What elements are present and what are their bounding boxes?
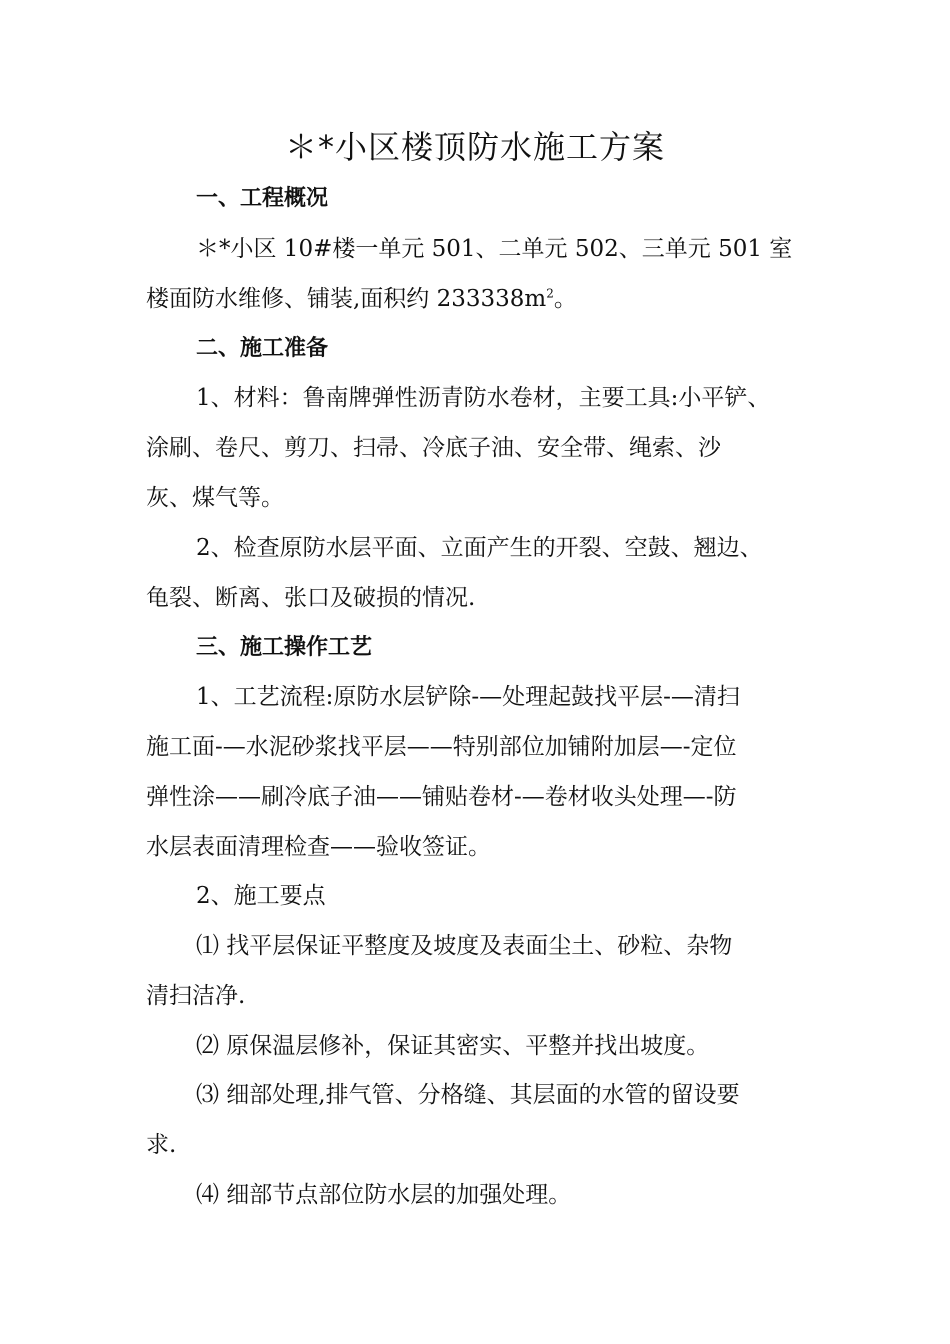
section-heading-preparation: 二、施工准备	[196, 336, 329, 361]
point-2-line-1: ⑵ 原保温层修补，保证其密实、平整并找出坡度。	[196, 1033, 710, 1059]
prep-item-2-line-2: 龟裂、断离、张口及破损的情况.	[146, 585, 476, 611]
point-3-line-2: 求.	[146, 1132, 177, 1158]
prep-item-2-line-1: 2、检查原防水层平面、立面产生的开裂、空鼓、翘边、	[196, 535, 763, 561]
superscript-2: 2	[546, 286, 554, 301]
point-3-line-1: ⑶ 细部处理,排气管、分格缝、其层面的水管的留设要	[196, 1082, 740, 1108]
point-4-line-1: ⑷ 细部节点部位防水层的加强处理。	[196, 1182, 572, 1208]
section-heading-process: 三、施工操作工艺	[196, 635, 373, 660]
point-1-line-1: ⑴ 找平层保证平整度及坡度及表面尘土、砂粒、杂物	[196, 933, 733, 959]
prep-item-1-line-3: 灰、煤气等。	[146, 485, 284, 511]
flow-line-3: 弹性涂——刷冷底子油——铺贴卷材-—卷材收头处理—-防	[146, 784, 737, 810]
flow-line-2: 施工面-—水泥砂浆找平层——特别部位加铺附加层—-定位	[146, 734, 737, 760]
overview-text: 楼面防水维修、铺装,面积约 233338m	[146, 286, 547, 312]
prep-item-1-line-2: 涂刷、卷尺、剪刀、扫帚、冷底子油、安全带、绳索、沙	[146, 435, 721, 461]
prep-item-1-line-1: 1、材料：鲁南牌弹性沥青防水卷材，主要工具:小平铲、	[196, 385, 771, 411]
flow-line-1: 1、工艺流程:原防水层铲除-—处理起鼓找平层-—清扫	[196, 684, 740, 710]
overview-text-line-1: ＊*小区 10#楼一单元 501、二单元 502、三单元 501 室	[196, 236, 793, 262]
document-title: ＊*小区楼顶防水施工方案	[284, 128, 665, 166]
flow-line-4: 水层表面清理检查——验收签证。	[146, 834, 491, 860]
section-heading-overview: 一、工程概况	[196, 186, 329, 211]
overview-text-line-2	[146, 283, 577, 315]
point-1-line-2: 清扫洁净.	[146, 983, 246, 1009]
points-heading: 2、施工要点	[196, 883, 326, 909]
overview-text-end: 。	[553, 286, 577, 312]
